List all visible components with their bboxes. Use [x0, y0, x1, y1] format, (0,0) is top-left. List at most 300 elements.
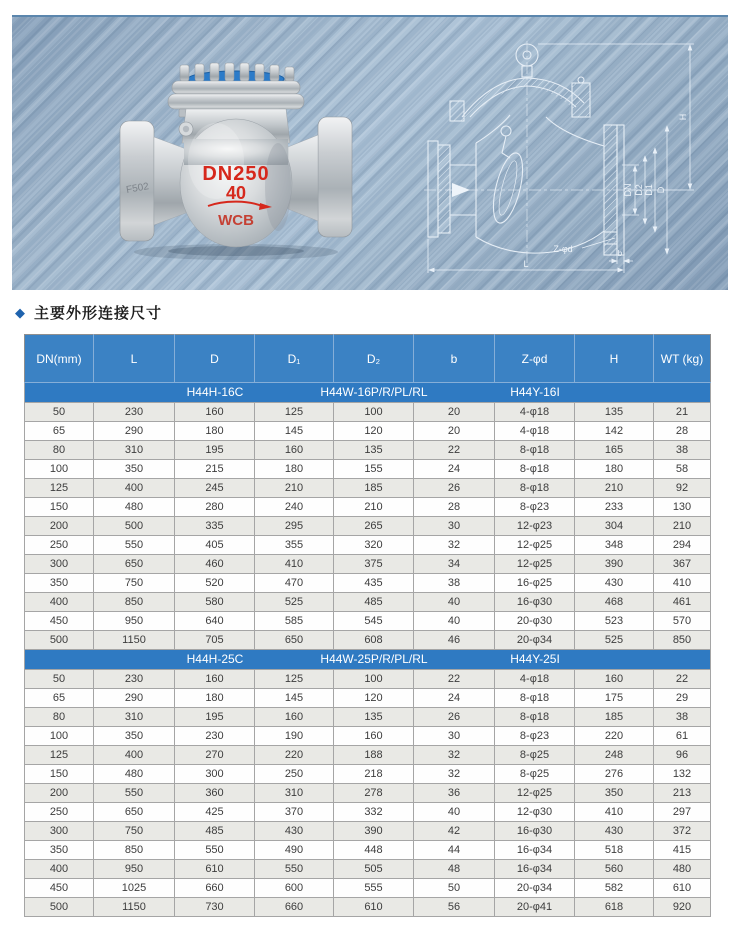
- hinge-pin: [501, 126, 511, 136]
- table-cell: 22: [414, 670, 495, 689]
- table-section-25: [25, 650, 711, 917]
- table-cell: 24: [414, 460, 495, 479]
- table-cell: 180: [175, 689, 255, 708]
- table-cell: 240: [255, 498, 334, 517]
- table-cell: 470: [255, 574, 334, 593]
- product-banner: [12, 15, 728, 290]
- table-cell: 297: [654, 803, 711, 822]
- table-cell: 195: [175, 708, 255, 727]
- table-cell: 350: [94, 727, 175, 746]
- table-cell: 20-φ34: [495, 879, 575, 898]
- table-cell: 100: [334, 670, 414, 689]
- label-d1: D1: [644, 184, 654, 196]
- table-cell: 230: [94, 403, 175, 422]
- valve-photo: [116, 55, 356, 265]
- table-cell: 12-φ25: [495, 784, 575, 803]
- table-cell: 200: [25, 517, 94, 536]
- table-cell: 650: [94, 555, 175, 574]
- col-header-d: D: [175, 335, 255, 383]
- table-cell: 30: [414, 517, 495, 536]
- table-cell: 56: [414, 898, 495, 917]
- table-cell: 120: [334, 689, 414, 708]
- table-cell: 850: [94, 593, 175, 612]
- table-cell: 165: [575, 441, 654, 460]
- table-cell: 560: [575, 860, 654, 879]
- table-cell: 200: [25, 784, 94, 803]
- table-cell: 130: [654, 498, 711, 517]
- table-cell: 65: [25, 422, 94, 441]
- table-cell: 550: [255, 860, 334, 879]
- table-cell: 8-φ18: [495, 460, 575, 479]
- table-cell: 570: [654, 612, 711, 631]
- table-cell: 26: [414, 708, 495, 727]
- table-cell: 100: [25, 460, 94, 479]
- table-cell: 660: [255, 898, 334, 917]
- table-cell: 34: [414, 555, 495, 574]
- table-cell: 410: [654, 574, 711, 593]
- table-cell: 480: [94, 765, 175, 784]
- table-cell: 8-φ18: [495, 708, 575, 727]
- table-row: [25, 822, 711, 841]
- table-row: [25, 403, 711, 422]
- table-cell: 450: [25, 612, 94, 631]
- table-cell: 80: [25, 708, 94, 727]
- table-cell: 50: [25, 670, 94, 689]
- table-cell: 12-φ23: [495, 517, 575, 536]
- table-cell: 390: [334, 822, 414, 841]
- table-cell: 120: [334, 422, 414, 441]
- table-row: [25, 746, 711, 765]
- table-row: [25, 727, 711, 746]
- table-row: [25, 898, 711, 917]
- table-cell: 20-φ30: [495, 612, 575, 631]
- table-cell: 250: [25, 803, 94, 822]
- table-cell: 22: [654, 670, 711, 689]
- table-cell: 500: [94, 517, 175, 536]
- drawing-outline: [428, 44, 624, 255]
- table-cell: 850: [654, 631, 711, 650]
- col-header-dn: DN(mm): [25, 335, 94, 383]
- table-cell: 335: [175, 517, 255, 536]
- label-l: L: [523, 259, 529, 269]
- table-cell: 16-φ30: [495, 593, 575, 612]
- col-header-h: H: [575, 335, 654, 383]
- table-cell: 390: [575, 555, 654, 574]
- table-cell: 210: [654, 517, 711, 536]
- table-cell: 135: [575, 403, 654, 422]
- table-cell: 160: [575, 670, 654, 689]
- table-cell: 950: [94, 612, 175, 631]
- table-cell: 367: [654, 555, 711, 574]
- table-cell: 310: [94, 708, 175, 727]
- table-cell: 22: [414, 441, 495, 460]
- table-cell: 40: [414, 803, 495, 822]
- table-cell: 175: [575, 689, 654, 708]
- table-cell: 218: [334, 765, 414, 784]
- model-name: H44Y-16I: [510, 385, 560, 399]
- table-cell: 24: [414, 689, 495, 708]
- table-cell: 500: [25, 631, 94, 650]
- table-cell: 36: [414, 784, 495, 803]
- table-row: [25, 860, 711, 879]
- table-section-16: [25, 383, 711, 650]
- table-cell: 125: [25, 479, 94, 498]
- table-row: [25, 422, 711, 441]
- table-cell: 518: [575, 841, 654, 860]
- left-pipe-flange: [428, 141, 438, 237]
- table-cell: 29: [654, 689, 711, 708]
- table-cell: 375: [334, 555, 414, 574]
- table-cell: 430: [575, 822, 654, 841]
- table-cell: 46: [414, 631, 495, 650]
- table-cell: 580: [175, 593, 255, 612]
- table-cell: 550: [94, 536, 175, 555]
- table-cell: 1025: [94, 879, 175, 898]
- table-cell: 100: [25, 727, 94, 746]
- col-header-l: L: [94, 335, 175, 383]
- table-cell: 555: [334, 879, 414, 898]
- table-cell: 210: [334, 498, 414, 517]
- col-header-d1: D₁: [255, 335, 334, 383]
- table-cell: 490: [255, 841, 334, 860]
- table-cell: 220: [575, 727, 654, 746]
- table-cell: 461: [654, 593, 711, 612]
- table-cell: 20-φ41: [495, 898, 575, 917]
- table-cell: 160: [255, 441, 334, 460]
- table-cell: 188: [334, 746, 414, 765]
- table-cell: 278: [334, 784, 414, 803]
- table-cell: 582: [575, 879, 654, 898]
- table-cell: 12-φ25: [495, 555, 575, 574]
- table-cell: 550: [94, 784, 175, 803]
- table-cell: 276: [575, 765, 654, 784]
- table-row: [25, 708, 711, 727]
- table-cell: 20: [414, 403, 495, 422]
- table-cell: 8-φ23: [495, 727, 575, 746]
- table-cell: 92: [654, 479, 711, 498]
- table-cell: 705: [175, 631, 255, 650]
- table-cell: 32: [414, 746, 495, 765]
- table-row: [25, 479, 711, 498]
- table-cell: 320: [334, 536, 414, 555]
- table-cell: 21: [654, 403, 711, 422]
- table-cell: 950: [94, 860, 175, 879]
- table-cell: 450: [25, 879, 94, 898]
- table-cell: 348: [575, 536, 654, 555]
- table-cell: 185: [334, 479, 414, 498]
- dimensions-table: [24, 334, 711, 917]
- table-cell: 80: [25, 441, 94, 460]
- table-cell: 850: [94, 841, 175, 860]
- table-cell: 415: [654, 841, 711, 860]
- table-cell: 210: [255, 479, 334, 498]
- diamond-bullet-icon: ◆: [15, 305, 25, 320]
- table-cell: 430: [255, 822, 334, 841]
- table-cell: 610: [654, 879, 711, 898]
- label-h: H: [678, 113, 688, 121]
- table-row: [25, 574, 711, 593]
- table-cell: 608: [334, 631, 414, 650]
- table-cell: 50: [25, 403, 94, 422]
- table-cell: 185: [575, 708, 654, 727]
- table-cell: 4-φ18: [495, 422, 575, 441]
- table-cell: 550: [175, 841, 255, 860]
- table-cell: 38: [414, 574, 495, 593]
- table-cell: 180: [575, 460, 654, 479]
- table-cell: 142: [575, 422, 654, 441]
- table-cell: 16-φ34: [495, 860, 575, 879]
- table-cell: 125: [255, 670, 334, 689]
- table-cell: 370: [255, 803, 334, 822]
- table-cell: 160: [255, 708, 334, 727]
- col-header-zfd: Z-φd: [495, 335, 575, 383]
- table-cell: 350: [94, 460, 175, 479]
- table-cell: 505: [334, 860, 414, 879]
- table-cell: 435: [334, 574, 414, 593]
- flange-marking-f502: F502: [125, 181, 150, 196]
- table-cell: 210: [575, 479, 654, 498]
- table-cell: 400: [25, 860, 94, 879]
- table-cell: 448: [334, 841, 414, 860]
- table-row: [25, 670, 711, 689]
- table-cell: 180: [255, 460, 334, 479]
- table-cell: 350: [575, 784, 654, 803]
- table-cell: 600: [255, 879, 334, 898]
- table-cell: 1150: [94, 631, 175, 650]
- table-cell: 150: [25, 765, 94, 784]
- table-cell: 58: [654, 460, 711, 479]
- table-cell: 38: [654, 441, 711, 460]
- table-cell: 294: [654, 536, 711, 555]
- table-cell: 12-φ25: [495, 536, 575, 555]
- table-cell: 50: [414, 879, 495, 898]
- model-row: [25, 650, 711, 670]
- table-cell: 220: [255, 746, 334, 765]
- table-cell: 300: [25, 822, 94, 841]
- table-row: [25, 612, 711, 631]
- table-cell: 30: [414, 727, 495, 746]
- label-d: D: [656, 186, 666, 194]
- table-cell: 155: [334, 460, 414, 479]
- model-name: H44W-25P/R/PL/RL: [320, 652, 428, 666]
- table-cell: 525: [575, 631, 654, 650]
- table-cell: 405: [175, 536, 255, 555]
- table-cell: 48: [414, 860, 495, 879]
- table-cell: 28: [654, 422, 711, 441]
- label-dn: DN: [623, 183, 633, 197]
- table-cell: 4-φ18: [495, 403, 575, 422]
- table-cell: 650: [255, 631, 334, 650]
- col-header-wt: WT (kg): [654, 335, 711, 383]
- table-cell: 480: [654, 860, 711, 879]
- table-cell: 480: [94, 498, 175, 517]
- col-header-b: b: [414, 335, 495, 383]
- table-cell: 525: [255, 593, 334, 612]
- table-cell: 410: [575, 803, 654, 822]
- table-cell: 660: [175, 879, 255, 898]
- table-cell: 125: [25, 746, 94, 765]
- table-cell: 245: [175, 479, 255, 498]
- table-row: [25, 498, 711, 517]
- table-cell: 135: [334, 708, 414, 727]
- table-cell: 400: [25, 593, 94, 612]
- table-cell: 355: [255, 536, 334, 555]
- table-row: [25, 784, 711, 803]
- table-row: [25, 803, 711, 822]
- table-cell: 230: [175, 727, 255, 746]
- table-cell: 26: [414, 479, 495, 498]
- table-cell: 618: [575, 898, 654, 917]
- table-cell: 12-φ30: [495, 803, 575, 822]
- model-row: [25, 383, 711, 403]
- table-cell: 250: [255, 765, 334, 784]
- table-header: [25, 335, 711, 383]
- table-cell: 360: [175, 784, 255, 803]
- model-name: H44Y-25I: [510, 652, 560, 666]
- table-row: [25, 441, 711, 460]
- label-d2: D2: [634, 184, 644, 196]
- table-cell: 40: [414, 593, 495, 612]
- table-cell: 460: [175, 555, 255, 574]
- table-cell: 100: [334, 403, 414, 422]
- label-b: b: [617, 249, 623, 258]
- table-cell: 8-φ18: [495, 479, 575, 498]
- table-cell: 332: [334, 803, 414, 822]
- table-cell: 410: [255, 555, 334, 574]
- table-cell: 16-φ30: [495, 822, 575, 841]
- table-cell: 4-φ18: [495, 670, 575, 689]
- table-cell: 523: [575, 612, 654, 631]
- table-cell: 150: [25, 498, 94, 517]
- table-cell: 160: [334, 727, 414, 746]
- flow-arrow: [452, 183, 470, 197]
- table-cell: 372: [654, 822, 711, 841]
- table-cell: 730: [175, 898, 255, 917]
- table-cell: 160: [175, 403, 255, 422]
- model-name: H44H-25C: [186, 652, 244, 666]
- marking-pn40: 40: [225, 183, 247, 203]
- table-cell: 8-φ25: [495, 746, 575, 765]
- table-row: [25, 631, 711, 650]
- table-cell: 468: [575, 593, 654, 612]
- table-cell: 280: [175, 498, 255, 517]
- section-heading: [15, 302, 733, 323]
- table-cell: 350: [25, 574, 94, 593]
- table-cell: 400: [94, 479, 175, 498]
- catalog-page: [0, 15, 733, 917]
- table-cell: 300: [175, 765, 255, 784]
- swing-disc: [488, 150, 529, 226]
- table-cell: 350: [25, 841, 94, 860]
- table-cell: 640: [175, 612, 255, 631]
- table-cell: 265: [334, 517, 414, 536]
- table-cell: 300: [25, 555, 94, 574]
- section-heading-text: 主要外形连接尺寸: [34, 305, 163, 322]
- table-cell: 96: [654, 746, 711, 765]
- table-cell: 610: [175, 860, 255, 879]
- table-cell: 8-φ25: [495, 765, 575, 784]
- table-cell: 20-φ34: [495, 631, 575, 650]
- table-row: [25, 841, 711, 860]
- table-cell: 485: [334, 593, 414, 612]
- table-row: [25, 879, 711, 898]
- table-cell: 125: [255, 403, 334, 422]
- table-cell: 135: [334, 441, 414, 460]
- table-cell: 65: [25, 689, 94, 708]
- table-cell: 195: [175, 441, 255, 460]
- table-cell: 250: [25, 536, 94, 555]
- table-cell: 8-φ23: [495, 498, 575, 517]
- table-cell: 304: [575, 517, 654, 536]
- table-cell: 750: [94, 574, 175, 593]
- table-cell: 500: [25, 898, 94, 917]
- table-cell: 400: [94, 746, 175, 765]
- table-cell: 310: [255, 784, 334, 803]
- table-row: [25, 765, 711, 784]
- table-cell: 290: [94, 422, 175, 441]
- table-cell: 425: [175, 803, 255, 822]
- marking-dn250: DN250: [202, 163, 270, 185]
- table-cell: 233: [575, 498, 654, 517]
- table-cell: 213: [654, 784, 711, 803]
- table-cell: 750: [94, 822, 175, 841]
- table-cell: 16-φ25: [495, 574, 575, 593]
- table-cell: 920: [654, 898, 711, 917]
- valve-technical-drawing: [422, 25, 712, 277]
- table-row: [25, 593, 711, 612]
- table-cell: 42: [414, 822, 495, 841]
- left-flange: [120, 121, 154, 241]
- model-name: H44H-16C: [186, 385, 244, 399]
- table-cell: 520: [175, 574, 255, 593]
- table-cell: 28: [414, 498, 495, 517]
- table-cell: 230: [94, 670, 175, 689]
- table-cell: 610: [334, 898, 414, 917]
- model-name: H44W-16P/R/PL/RL: [320, 385, 428, 399]
- centerlines: [424, 41, 630, 265]
- table-cell: 40: [414, 612, 495, 631]
- table-cell: 132: [654, 765, 711, 784]
- table-cell: 180: [175, 422, 255, 441]
- table-cell: 44: [414, 841, 495, 860]
- table-cell: 8-φ18: [495, 689, 575, 708]
- dimension-lines: [428, 44, 694, 273]
- table-cell: 145: [255, 689, 334, 708]
- table-cell: 310: [94, 441, 175, 460]
- table-cell: 38: [654, 708, 711, 727]
- table-cell: 295: [255, 517, 334, 536]
- table-cell: 585: [255, 612, 334, 631]
- table-cell: 270: [175, 746, 255, 765]
- table-cell: 61: [654, 727, 711, 746]
- table-cell: 32: [414, 765, 495, 784]
- table-cell: 1150: [94, 898, 175, 917]
- table-cell: 160: [175, 670, 255, 689]
- table-cell: 485: [175, 822, 255, 841]
- table-cell: 20: [414, 422, 495, 441]
- table-cell: 32: [414, 536, 495, 555]
- table-cell: 650: [94, 803, 175, 822]
- table-cell: 145: [255, 422, 334, 441]
- table-cell: 8-φ18: [495, 441, 575, 460]
- table-cell: 248: [575, 746, 654, 765]
- table-cell: 545: [334, 612, 414, 631]
- table-cell: 290: [94, 689, 175, 708]
- hinge-arm-flange: [572, 83, 590, 117]
- col-header-d2: D₂: [334, 335, 414, 383]
- table-row: [25, 536, 711, 555]
- table-cell: 430: [575, 574, 654, 593]
